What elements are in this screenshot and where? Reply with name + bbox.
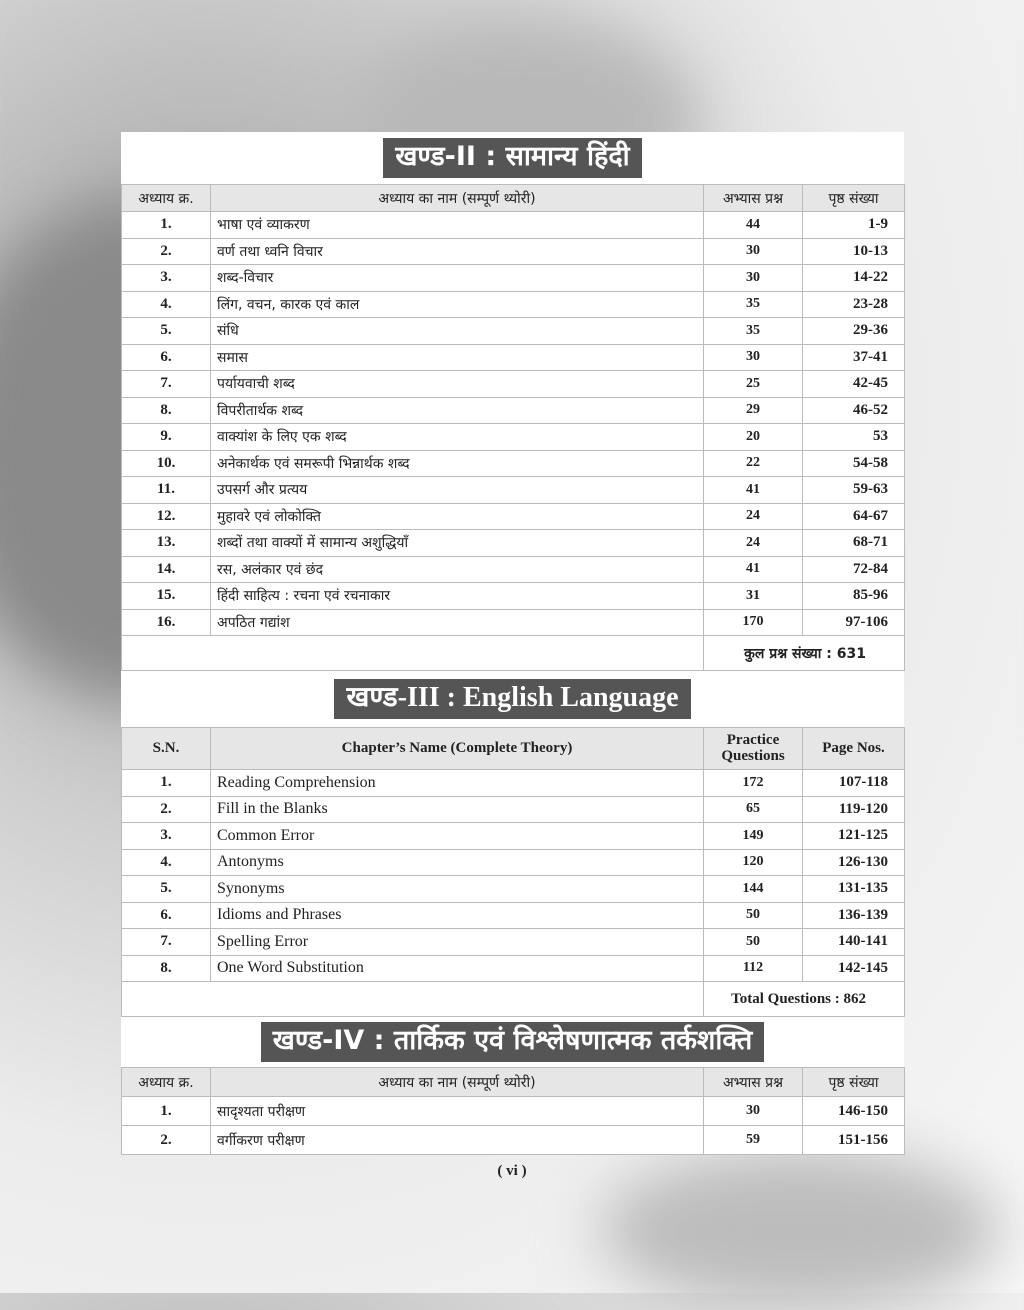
page-range: 37-41 <box>803 344 905 371</box>
table-row <box>122 796 905 823</box>
page-range: 119-120 <box>803 796 905 823</box>
table-row <box>122 955 905 982</box>
practice-questions: 50 <box>704 929 803 956</box>
chapter-name: Reading Comprehension <box>211 770 704 797</box>
practice-questions: 24 <box>704 503 803 530</box>
chapter-name: Fill in the Blanks <box>211 796 704 823</box>
section-title: खण्ड-IV : तार्किक एवं विश्लेषणात्मक तर्कशक्ति <box>261 1022 764 1061</box>
practice-questions: 65 <box>704 796 803 823</box>
practice-questions: 31 <box>704 583 803 610</box>
chapter-number: 12. <box>122 503 211 530</box>
section-title: खण्ड-III : English Language <box>334 679 690 719</box>
practice-questions: 20 <box>704 424 803 451</box>
table-row <box>122 556 905 583</box>
page-range: 121-125 <box>803 823 905 850</box>
chapter-number: 11. <box>122 477 211 504</box>
practice-questions: 41 <box>704 556 803 583</box>
chapter-name: रस, अलंकार एवं छंद <box>211 556 704 583</box>
chapter-number: 13. <box>122 530 211 557</box>
practice-questions: 50 <box>704 902 803 929</box>
chapter-number: 3. <box>122 265 211 292</box>
table-row <box>122 1126 905 1155</box>
table-row <box>122 823 905 850</box>
column-header-pages: पृष्ठ संख्या <box>803 185 905 212</box>
practice-questions: 170 <box>704 609 803 636</box>
chapter-number: 15. <box>122 583 211 610</box>
page-range: 64-67 <box>803 503 905 530</box>
chapter-name: हिंदी साहित्य : रचना एवं रचनाकार <box>211 583 704 610</box>
chapter-number: 6. <box>122 344 211 371</box>
chapter-table <box>121 1067 905 1155</box>
chapter-number: 1. <box>122 1097 211 1126</box>
page-range: 146-150 <box>803 1097 905 1126</box>
table-row <box>122 397 905 424</box>
chapter-table <box>121 184 905 671</box>
column-header-name: Chapter’s Name (Complete Theory) <box>211 728 704 770</box>
page-range: 29-36 <box>803 318 905 345</box>
practice-questions: 24 <box>704 530 803 557</box>
table-row <box>122 902 905 929</box>
page-range: 107-118 <box>803 770 905 797</box>
column-header-questions: अभ्यास प्रश्न <box>704 1068 803 1097</box>
practice-questions: 59 <box>704 1126 803 1155</box>
chapter-number: 14. <box>122 556 211 583</box>
table-row <box>122 770 905 797</box>
practice-questions: 25 <box>704 371 803 398</box>
total-questions: Total Questions : 862 <box>704 982 905 1017</box>
chapter-number: 2. <box>122 1126 211 1155</box>
chapter-number: 5. <box>122 318 211 345</box>
table-row <box>122 503 905 530</box>
chapter-name: वर्ण तथा ध्वनि विचार <box>211 238 704 265</box>
chapter-number: 7. <box>122 371 211 398</box>
practice-questions: 35 <box>704 291 803 318</box>
practice-questions: 149 <box>704 823 803 850</box>
chapter-number: 8. <box>122 955 211 982</box>
practice-questions: 30 <box>704 1097 803 1126</box>
chapter-number: 9. <box>122 424 211 451</box>
practice-questions: 44 <box>704 212 803 239</box>
table-row <box>122 583 905 610</box>
practice-questions: 112 <box>704 955 803 982</box>
section-title: खण्ड-II : सामान्य हिंदी <box>383 138 641 177</box>
practice-questions: 35 <box>704 318 803 345</box>
chapter-name: अनेकार्थक एवं समरूपी भिन्नार्थक शब्द <box>211 450 704 477</box>
page-range: 14-22 <box>803 265 905 292</box>
total-row <box>122 636 905 671</box>
column-header-questions: Practice Questions <box>704 728 803 770</box>
section-header <box>121 1017 904 1067</box>
page-range: 10-13 <box>803 238 905 265</box>
table-row <box>122 238 905 265</box>
practice-questions: 30 <box>704 344 803 371</box>
chapter-name: One Word Substitution <box>211 955 704 982</box>
chapter-name: पर्यायवाची शब्द <box>211 371 704 398</box>
page-range: 140-141 <box>803 929 905 956</box>
table-row <box>122 530 905 557</box>
contents-page <box>121 132 904 1155</box>
practice-questions: 144 <box>704 876 803 903</box>
table-row <box>122 265 905 292</box>
chapter-name: Idioms and Phrases <box>211 902 704 929</box>
column-header-sn: अध्याय क्र. <box>122 185 211 212</box>
column-header-name: अध्याय का नाम (सम्पूर्ण थ्योरी) <box>211 1068 704 1097</box>
chapter-name: लिंग, वचन, कारक एवं काल <box>211 291 704 318</box>
column-header-questions: अभ्यास प्रश्न <box>704 185 803 212</box>
page-number: ( vi ) <box>497 1163 527 1179</box>
chapter-name: Synonyms <box>211 876 704 903</box>
chapter-number: 5. <box>122 876 211 903</box>
chapter-name: सादृश्यता परीक्षण <box>211 1097 704 1126</box>
chapter-number: 3. <box>122 823 211 850</box>
table-row <box>122 318 905 345</box>
practice-questions: 41 <box>704 477 803 504</box>
table-header-row <box>122 185 905 212</box>
page-range: 85-96 <box>803 583 905 610</box>
table-row <box>122 849 905 876</box>
chapter-name: वर्गीकरण परीक्षण <box>211 1126 704 1155</box>
chapter-number: 10. <box>122 450 211 477</box>
chapter-table <box>121 727 905 1017</box>
practice-questions: 29 <box>704 397 803 424</box>
chapter-number: 2. <box>122 238 211 265</box>
chapter-number: 6. <box>122 902 211 929</box>
page-range: 68-71 <box>803 530 905 557</box>
page-range: 97-106 <box>803 609 905 636</box>
chapter-name: भाषा एवं व्याकरण <box>211 212 704 239</box>
table-header-row <box>122 728 905 770</box>
column-header-sn: S.N. <box>122 728 211 770</box>
chapter-name: वाक्यांश के लिए एक शब्द <box>211 424 704 451</box>
table-row <box>122 929 905 956</box>
chapter-name: Antonyms <box>211 849 704 876</box>
chapter-name: Spelling Error <box>211 929 704 956</box>
page-range: 72-84 <box>803 556 905 583</box>
page-range: 59-63 <box>803 477 905 504</box>
page-range: 151-156 <box>803 1126 905 1155</box>
table-row <box>122 1097 905 1126</box>
page-range: 54-58 <box>803 450 905 477</box>
practice-questions: 22 <box>704 450 803 477</box>
column-header-pages: Page Nos. <box>803 728 905 770</box>
table-row <box>122 344 905 371</box>
total-row <box>122 982 905 1017</box>
page-range: 1-9 <box>803 212 905 239</box>
chapter-number: 1. <box>122 770 211 797</box>
table-row <box>122 450 905 477</box>
column-header-pages: पृष्ठ संख्या <box>803 1068 905 1097</box>
page-range: 23-28 <box>803 291 905 318</box>
chapter-number: 16. <box>122 609 211 636</box>
practice-questions: 30 <box>704 238 803 265</box>
chapter-name: विपरीतार्थक शब्द <box>211 397 704 424</box>
practice-questions: 120 <box>704 849 803 876</box>
table-row <box>122 424 905 451</box>
chapter-number: 8. <box>122 397 211 424</box>
page-range: 131-135 <box>803 876 905 903</box>
chapter-name: Common Error <box>211 823 704 850</box>
chapter-name: संधि <box>211 318 704 345</box>
chapter-name: समास <box>211 344 704 371</box>
table-row <box>122 212 905 239</box>
chapter-name: शब्द-विचार <box>211 265 704 292</box>
practice-questions: 30 <box>704 265 803 292</box>
page-range: 53 <box>803 424 905 451</box>
practice-questions: 172 <box>704 770 803 797</box>
column-header-name: अध्याय का नाम (सम्पूर्ण थ्योरी) <box>211 185 704 212</box>
page-range: 126-130 <box>803 849 905 876</box>
section-header <box>121 671 904 727</box>
chapter-name: मुहावरे एवं लोकोक्ति <box>211 503 704 530</box>
chapter-name: उपसर्ग और प्रत्यय <box>211 477 704 504</box>
chapter-number: 4. <box>122 291 211 318</box>
table-row <box>122 609 905 636</box>
chapter-name: अपठित गद्यांश <box>211 609 704 636</box>
table-header-row <box>122 1068 905 1097</box>
page-range: 42-45 <box>803 371 905 398</box>
page-range: 46-52 <box>803 397 905 424</box>
total-questions: कुल प्रश्न संख्या : 631 <box>704 636 905 671</box>
table-row <box>122 876 905 903</box>
table-row <box>122 291 905 318</box>
chapter-number: 7. <box>122 929 211 956</box>
chapter-number: 4. <box>122 849 211 876</box>
section-header <box>121 132 904 184</box>
chapter-name: शब्दों तथा वाक्यों में सामान्य अशुद्धियाँ <box>211 530 704 557</box>
chapter-number: 2. <box>122 796 211 823</box>
table-row <box>122 371 905 398</box>
page-range: 142-145 <box>803 955 905 982</box>
table-row <box>122 477 905 504</box>
column-header-sn: अध्याय क्र. <box>122 1068 211 1097</box>
chapter-number: 1. <box>122 212 211 239</box>
page-range: 136-139 <box>803 902 905 929</box>
